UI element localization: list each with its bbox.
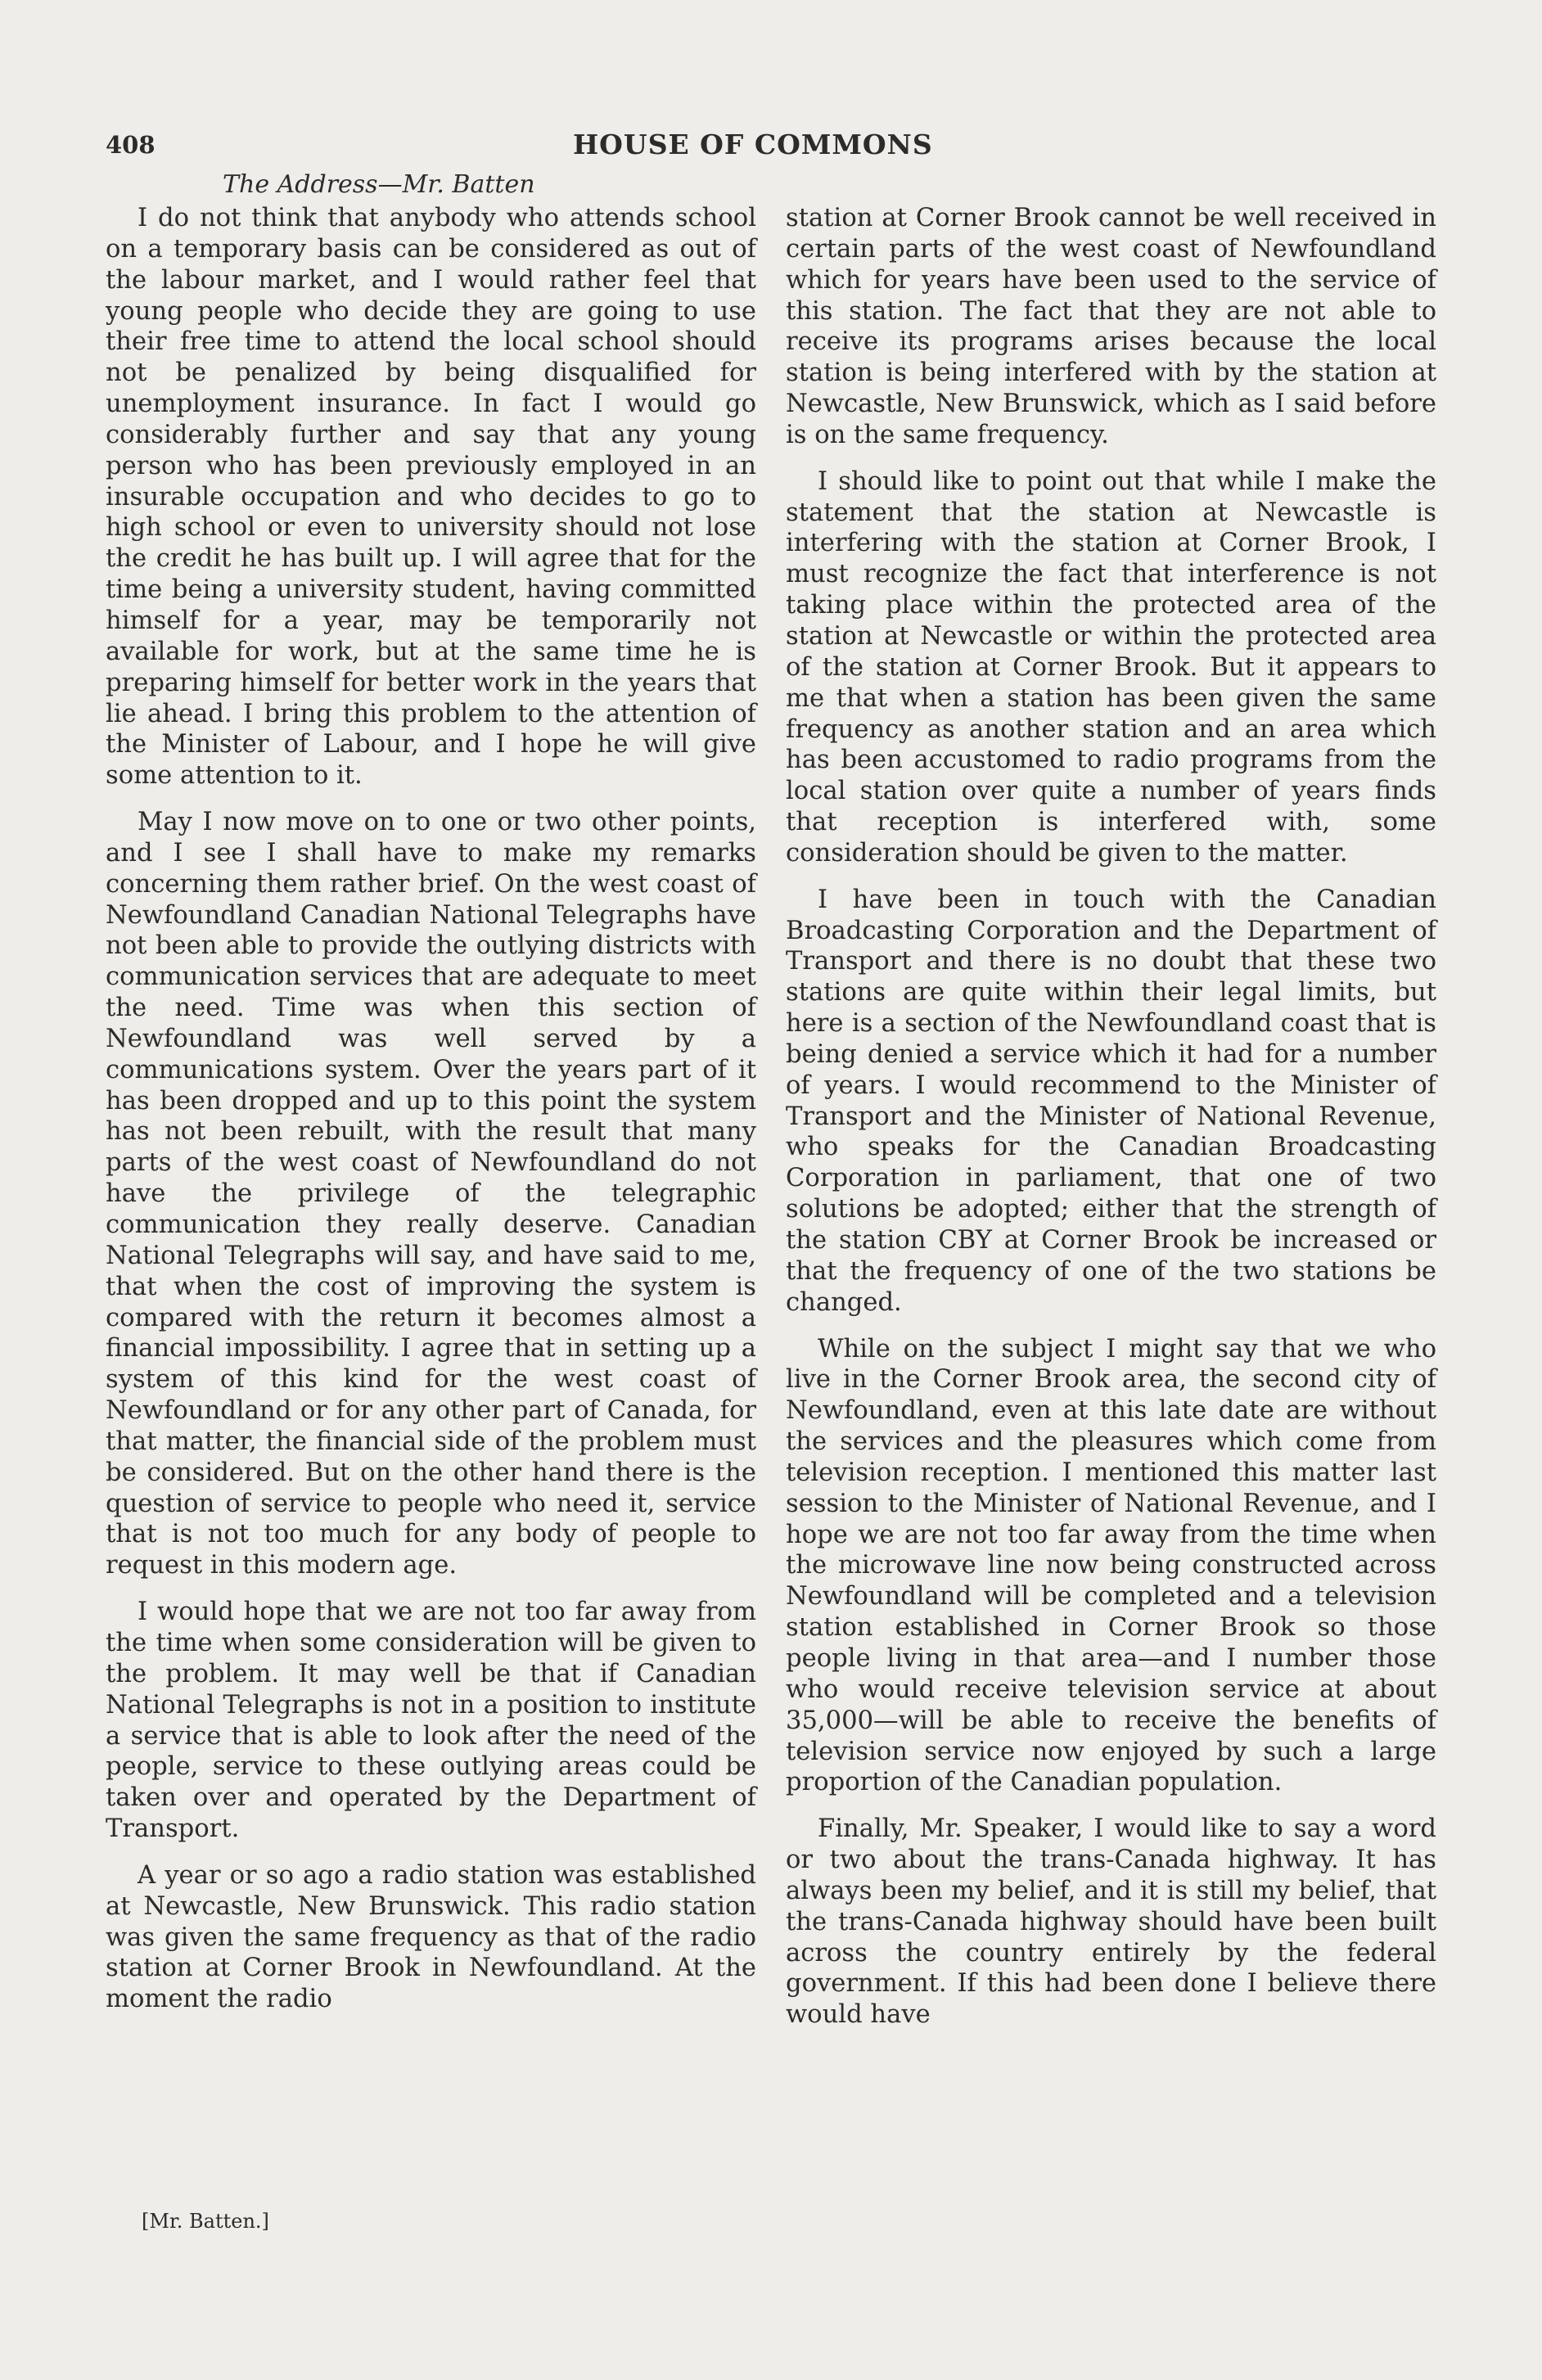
- paragraph: I do not think that anybody who attends school on a temporary basis can be considered as out of the labour market, and I would rather feel that young people who decide they are going to use their free time to attend the local school should not be penalized by being disqualified for unemployment insurance. In fact I would go considerably further and say that any young person who has been previously employed in an insurable occupation and who decides to go to high school or even to university should not lose the credit he has built up. I will agree that for the time being a university student, having committed himself for a year, may be temporarily not available for work, but at the same time he is preparing himself for better work in the years that lie ahead. I bring this problem to the attention of the Minister of Labour, and I hope he will give some attention to it.: [106, 204, 756, 791]
- page-number: 408: [106, 131, 156, 159]
- section-title: The Address—Mr. Batten: [223, 170, 535, 199]
- running-head: HOUSE OF COMMONS: [573, 128, 933, 160]
- paragraph: I should like to point out that while I make the statement that the station at Newcastle is interfering with the station at Corner Brook, I must recognize the fact that interference is not taking place within the protected area of the station at Newcastle or within the protected area of the station at Corner Brook. But it appears to me that when a station has been given the same frequency as another station and an area which has been accustomed to radio programs from the local station over quite a number of years finds that reception is interfered with, some consideration should be given to the matter.: [786, 467, 1436, 868]
- right-column: [786, 203, 1436, 2046]
- left-column: [106, 203, 756, 2031]
- paragraph: station at Corner Brook cannot be well received in certain parts of the west coast of Newfoundland which for years have been used to the service of this station. The fact that they are not able to receive its programs arises because the local station is being interfered with by the station at Newcastle, New Brunswick, which as I said before is on the same frequency.: [786, 204, 1436, 449]
- paragraph: I would hope that we are not too far away from the time when some consideration will be given to the problem. It may well be that if Canadian National Telegraphs is not in a position to institute a service that is able to look after the need of the people, service to these outlying areas could be taken over and operated by the Department of Transport.: [106, 1598, 756, 1844]
- speaker-footnote: [Mr. Batten.]: [142, 2210, 269, 2233]
- paragraph: Finally, Mr. Speaker, I would like to say a word or two about the trans-Canada highway. It has always been my belief, and it is still my belief, that the trans-Canada highway should have been built across the country entirely by the federal government. If this had been done I believe there would have: [786, 1814, 1436, 2030]
- paragraph: While on the subject I might say that we who live in the Corner Brook area, the second city of Newfoundland, even at this late date are without the services and the pleasures which come from television reception. I mentioned this matter last session to the Minister of National Revenue, and I hope we are not too far away from the time when the microwave line now being constructed across Newfoundland will be completed and a television station established in Corner Brook so those people living in that area—and I number those who would receive television service at about 35,000—will be able to receive the benefits of television service now enjoyed by such a large proportion of the Canadian population.: [786, 1334, 1436, 1797]
- paragraph: A year or so ago a radio station was established at Newcastle, New Brunswick. This radio station was given the same frequency as that of the radio station at Corner Brook in Newfoundland. At the moment the radio: [106, 1860, 756, 2014]
- paragraph: I have been in touch with the Canadian Broadcasting Corporation and the Department of Transport and there is no doubt that these two stations are quite within their legal limits, but here is a section of the Newfoundland coast that is being denied a service which it had for a number of years. I would recommend to the Minister of Transport and the Minister of National Revenue, who speaks for the Canadian Broadcasting Corporation in parliament, that one of two solutions be adopted; either that the strength of the station CBY at Corner Brook be increased or that the frequency of one of the two stations be changed.: [786, 885, 1436, 1317]
- paragraph: May I now move on to one or two other points, and I see I shall have to make my remarks concerning them rather brief. On the west coast of Newfoundland Canadian National Telegraphs have not been able to provide the outlying districts with communication services that are adequate to meet the need. Time was when this section of Newfoundland was well served by a communications system. Over the years part of it has been dropped and up to this point the system has not been rebuilt, with the result that many parts of the west coast of Newfoundland do not have the privilege of the telegraphic communication they really deserve. Canadian National Telegraphs will say, and have said to me, that when the cost of improving the system is compared with the return it becomes almost a financial impossibility. I agree that in setting up a system of this kind for the west coast of Newfoundland or for any other part of Canada, for that matter, the financial side of the problem must be considered. But on the other hand there is the question of service to people who need it, service that is not too much for any body of people to request in this modern age.: [106, 808, 756, 1580]
